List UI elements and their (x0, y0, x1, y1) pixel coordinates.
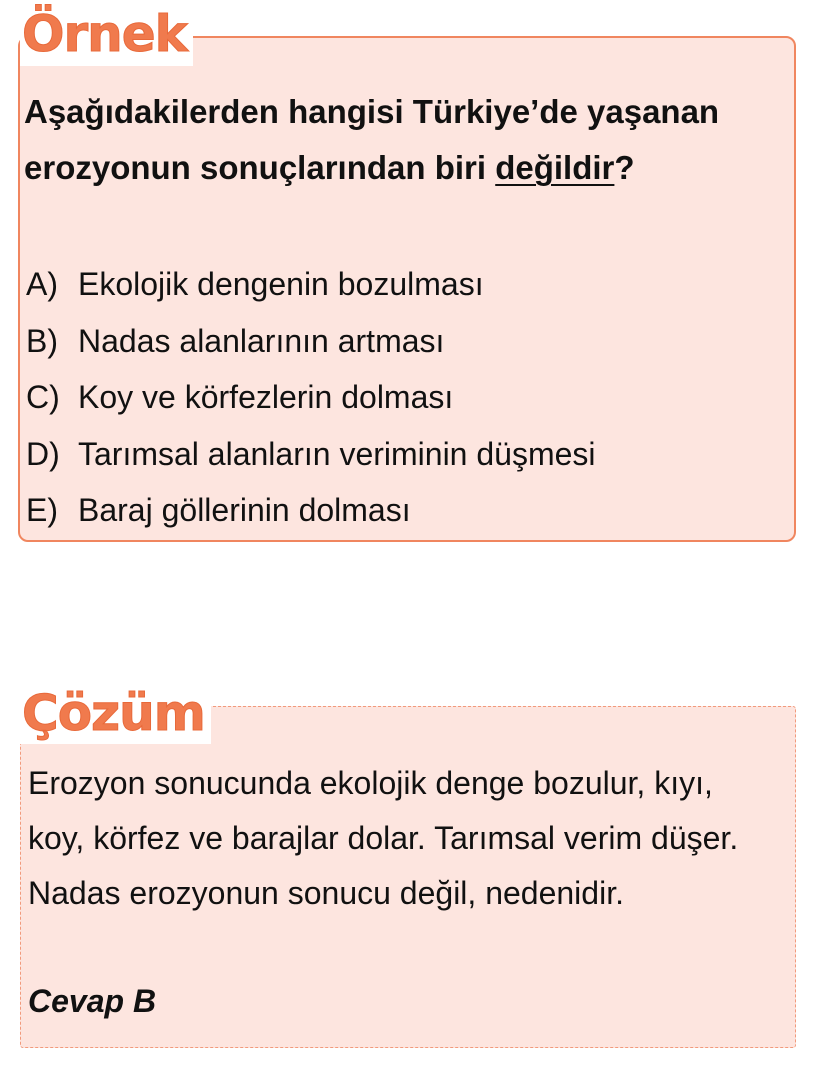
question-text (24, 84, 764, 196)
option-text: Ekolojik dengenin bozulması (78, 266, 484, 302)
question-text-part: Aşağıdakilerden hangisi Türkiye’de yaşanan erozyonun sonuçlarından biri (24, 93, 720, 186)
solution-title: Çözüm (20, 682, 211, 744)
option-letter: B) (26, 322, 58, 359)
option-text: Baraj göllerinin dolması (78, 492, 411, 528)
option-e (26, 482, 596, 539)
option-c (26, 369, 596, 426)
question-negation: değildir (495, 149, 615, 186)
option-letter: C) (26, 379, 60, 415)
option-text: Tarımsal alanların veriminin düşmesi (78, 435, 596, 472)
option-b (26, 313, 596, 370)
option-text: Nadas alanlarının artması (78, 322, 445, 359)
option-letter: A) (26, 266, 58, 302)
option-letter: E) (26, 492, 58, 528)
option-text: Koy ve körfezlerin dolması (78, 379, 454, 415)
option-d (26, 426, 596, 483)
example-title: Örnek (20, 2, 193, 66)
option-letter: D) (26, 435, 60, 472)
option-a (26, 256, 596, 313)
answer-options (26, 256, 596, 539)
answer-text: Cevap B (28, 983, 157, 1019)
solution-text: Erozyon sonucunda ekolojik denge bozulur, kıyı, koy, körfez ve barajlar dolar. Tarımsal verim düşer. Nadas erozyonun sonucu değil, nedenidir. (28, 765, 739, 911)
question-mark: ? (614, 149, 635, 186)
